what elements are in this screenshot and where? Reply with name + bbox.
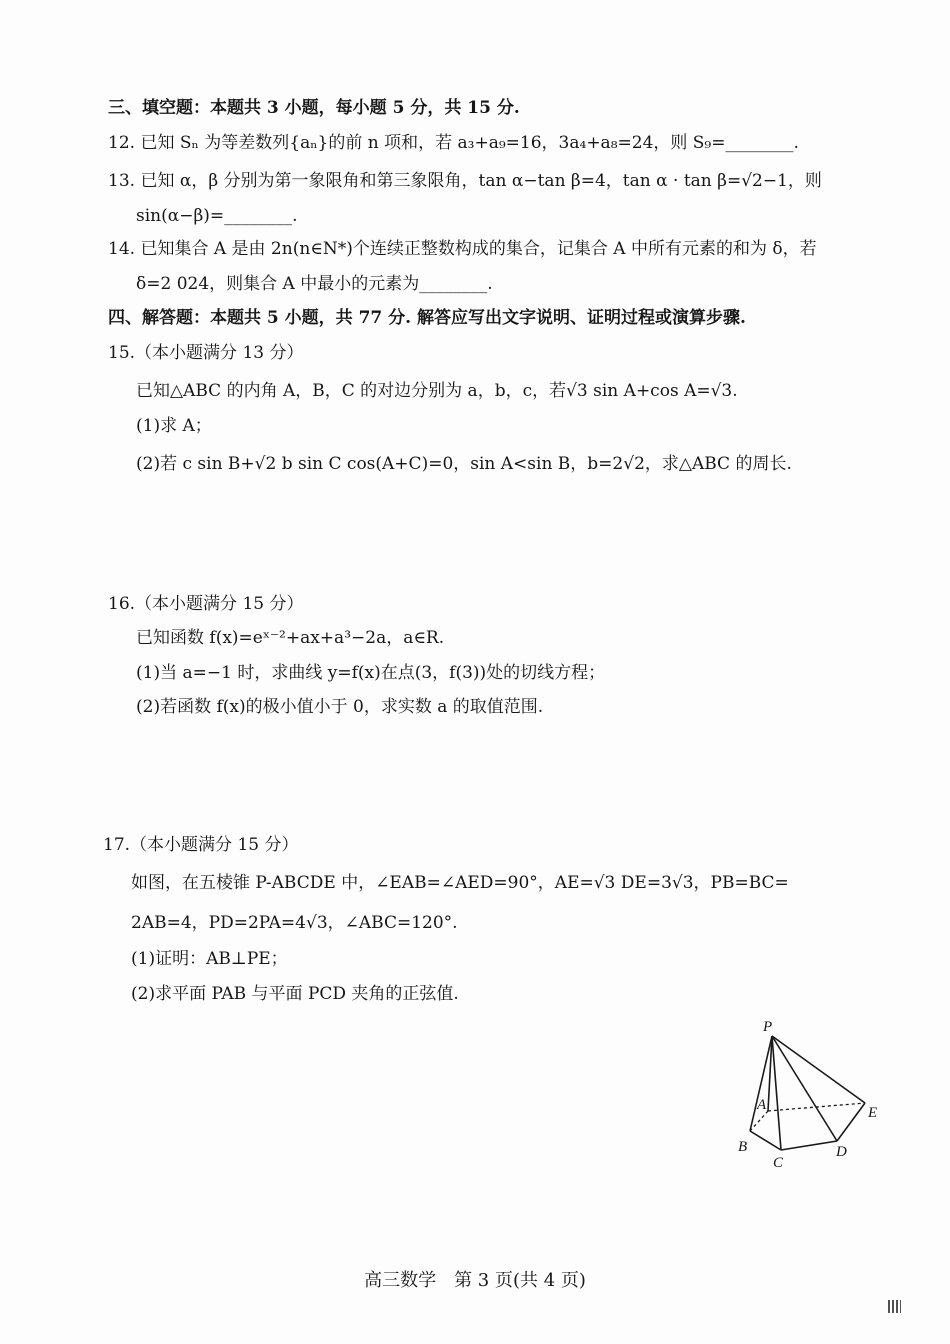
edge-DE — [837, 1103, 865, 1141]
question-17-stem-line1: 如图，在五棱锥 P-ABCDE 中，∠EAB=∠AED=90°，AE=√3 DE=3√3，PB=BC= — [131, 873, 789, 893]
edge-PE — [772, 1036, 865, 1103]
edge-AE-hidden — [768, 1103, 865, 1111]
question-14-line1: 14. 已知集合 A 是由 2n(n∈N*)个连续正整数构成的集合，记集合 A 中所有元素的和为 δ，若 — [108, 239, 817, 259]
label-C: C — [773, 1155, 784, 1171]
label-P: P — [763, 1019, 773, 1035]
question-14-line2: δ=2 024，则集合 A 中最小的元素为________. — [136, 274, 493, 294]
question-12: 12. 已知 Sₙ 为等差数列{aₙ}的前 n 项和，若 a₃+a₉=16，3a₄+a₈=24，则 S₉=________. — [108, 133, 799, 153]
edge-PD — [772, 1036, 837, 1141]
question-15-part2: (2)若 c sin B+√2 b sin C cos(A+C)=0，sin A<sin B，b=2√2，求△ABC 的周长. — [136, 454, 792, 474]
question-15-header: 15.（本小题满分 13 分） — [108, 343, 304, 363]
scanner-qr-icon — [888, 1300, 901, 1313]
question-13-line1: 13. 已知 α，β 分别为第一象限角和第三象限角，tan α−tan β=4，tan α · tan β=√2−1，则 — [108, 171, 822, 191]
page-footer: 高三数学 第 3 页(共 4 页) — [364, 1270, 586, 1291]
pyramid-figure — [730, 1015, 890, 1175]
edge-BC — [750, 1131, 781, 1150]
question-16-stem: 已知函数 f(x)=eˣ⁻²+ax+a³−2a，a∈R. — [136, 628, 445, 648]
question-15-part1: (1)求 A； — [136, 416, 212, 436]
edge-PC — [772, 1036, 781, 1150]
question-16-part2: (2)若函数 f(x)的极小值小于 0，求实数 a 的取值范围. — [136, 697, 544, 717]
section-fill-in-title: 三、填空题：本题共 3 小题，每小题 5 分，共 15 分. — [108, 98, 520, 118]
edge-CD — [781, 1141, 837, 1150]
question-15-stem: 已知△ABC 的内角 A，B，C 的对边分别为 a，b，c，若√3 sin A+cos A=√3. — [136, 381, 738, 401]
question-16-header: 16.（本小题满分 15 分） — [108, 594, 304, 614]
pyramid-diagram — [730, 1015, 890, 1175]
question-17-stem-line2: 2AB=4，PD=2PA=4√3，∠ABC=120°. — [131, 913, 458, 933]
question-17-part1: (1)证明：AB⊥PE； — [131, 949, 288, 969]
label-B: B — [738, 1139, 748, 1155]
question-16-part1: (1)当 a=−1 时，求曲线 y=f(x)在点(3，f(3))处的切线方程； — [136, 663, 606, 683]
label-D: D — [836, 1144, 847, 1160]
label-E: E — [868, 1105, 878, 1121]
question-17-part2: (2)求平面 PAB 与平面 PCD 夹角的正弦值. — [131, 984, 459, 1004]
section-answer-title: 四、解答题：本题共 5 小题，共 77 分. 解答应写出文字说明、证明过程或演算步骤. — [108, 308, 746, 328]
label-A: A — [757, 1097, 767, 1113]
question-17-header: 17.（本小题满分 15 分） — [103, 835, 299, 855]
question-13-line2: sin(α−β)=________. — [136, 206, 298, 226]
